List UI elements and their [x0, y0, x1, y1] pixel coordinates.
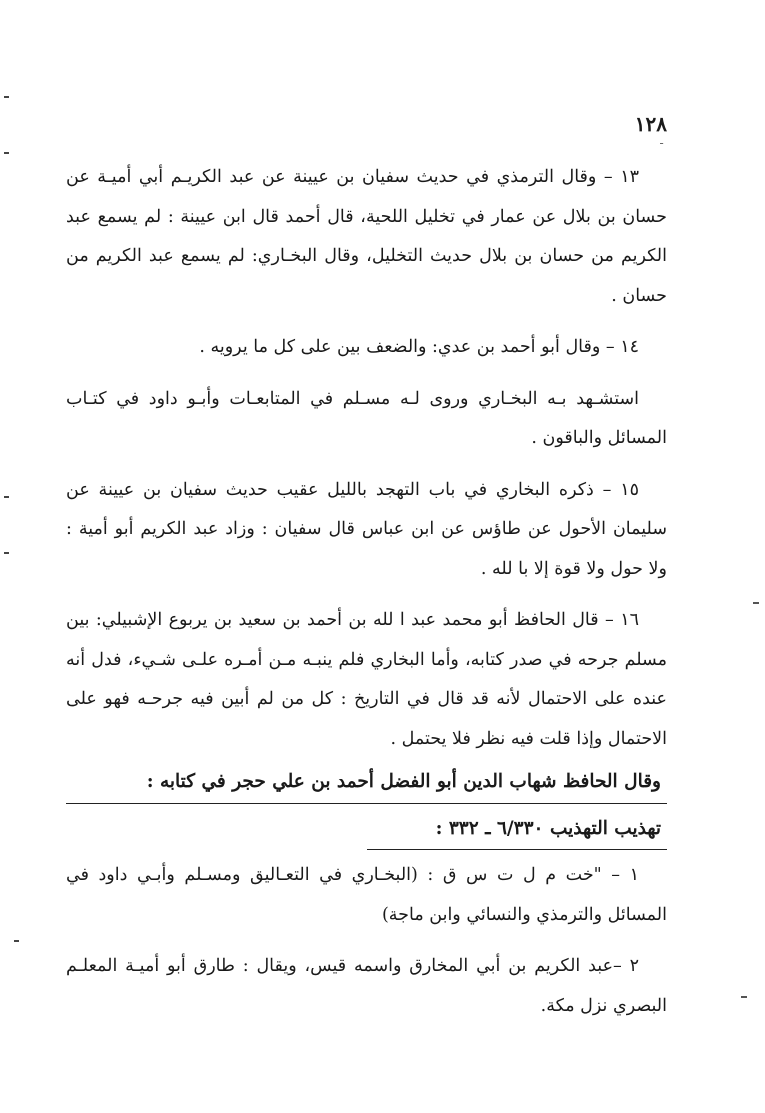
paragraph-13: ١٣ – وقال الترمذي في حديث سفيان بن عيينة عن عبد الكريـم أبي أميـة عن حسان بن بلال عن عمار في تخليل اللحية، قال أحمد قال ابن عيينة : لم يسمع عبد الكريم من حسان بن بلال حديث التخليل، وقال البخـاري: لم يسمع عبد الكريم من حسان . — [66, 167, 667, 306]
scan-mark — [741, 996, 747, 998]
section-heading-line-1: وقال الحافظ شهاب الدين أبو الفضل أحمد بن علي حجر في كتابه : — [146, 771, 661, 792]
heading-rule-2 — [367, 849, 667, 850]
paragraph-15: ١٥ – ذكره البخاري في باب التهجد بالليل عقيب حديث سفيان بن عيينة عن سليمان الأحول عن طاؤس عن ابن عباس قال سفيان : وزاد عبد الكريم أبو أمية : ولا حول ولا قوة إلا با لله . — [66, 479, 667, 579]
paragraph-14: ١٤ – وقال أبو أحمد بن عدي: والضعف بين على كل ما يرويه . — [199, 337, 639, 357]
section-heading — [66, 763, 667, 850]
paragraph-14-continued: استشـهد بـه البخـاري وروى لـه مسـلم في المتابعـات وأبـو داود في كتـاب المسائل والباقون . — [66, 388, 667, 448]
scan-mark — [14, 940, 19, 942]
paragraph-1: ١ – "خت م ل ت س ق : (البخـاري في التعـاليق ومسـلم وأبـي داود في المسائل والترمذي والنسائي وابن ماجة) — [66, 865, 667, 925]
scan-mark — [4, 152, 9, 154]
scan-mark — [753, 602, 759, 604]
scan-mark — [4, 496, 9, 498]
scan-mark — [4, 96, 9, 98]
page-number-mark: ـ — [660, 136, 663, 147]
page-body — [66, 158, 667, 1026]
page-number: ١٢٨ — [634, 112, 667, 136]
paragraph-16: ١٦ – قال الحافظ أبو محمد عبد ا لله بن أحمد بن سعيد بن يربوع الإشبيلي: بين مسلم جرحه في صدر كتابه، وأما البخاري فلم ينبـه مـن أمـره علـى شـيء، فدل أنه عنده على الاحتمال لأنه قد قال في التاريخ : كل من لم أبين فيه جرحـه فهو على الاحتمال وإذا قلت فيه نظر فلا يحتمل . — [66, 610, 667, 749]
section-heading-line-2: تهذيب التهذيب ٦/٣٣٠ ـ ٣٣٢ : — [435, 817, 661, 839]
heading-rule-1 — [66, 803, 667, 804]
paragraph-2: ٢ –عبد الكريم بن أبي المخارق واسمه قيس، ويقال : طارق أبو أميـة المعلـم البصري نزل مكة. — [66, 956, 667, 1016]
scan-mark — [4, 552, 9, 554]
